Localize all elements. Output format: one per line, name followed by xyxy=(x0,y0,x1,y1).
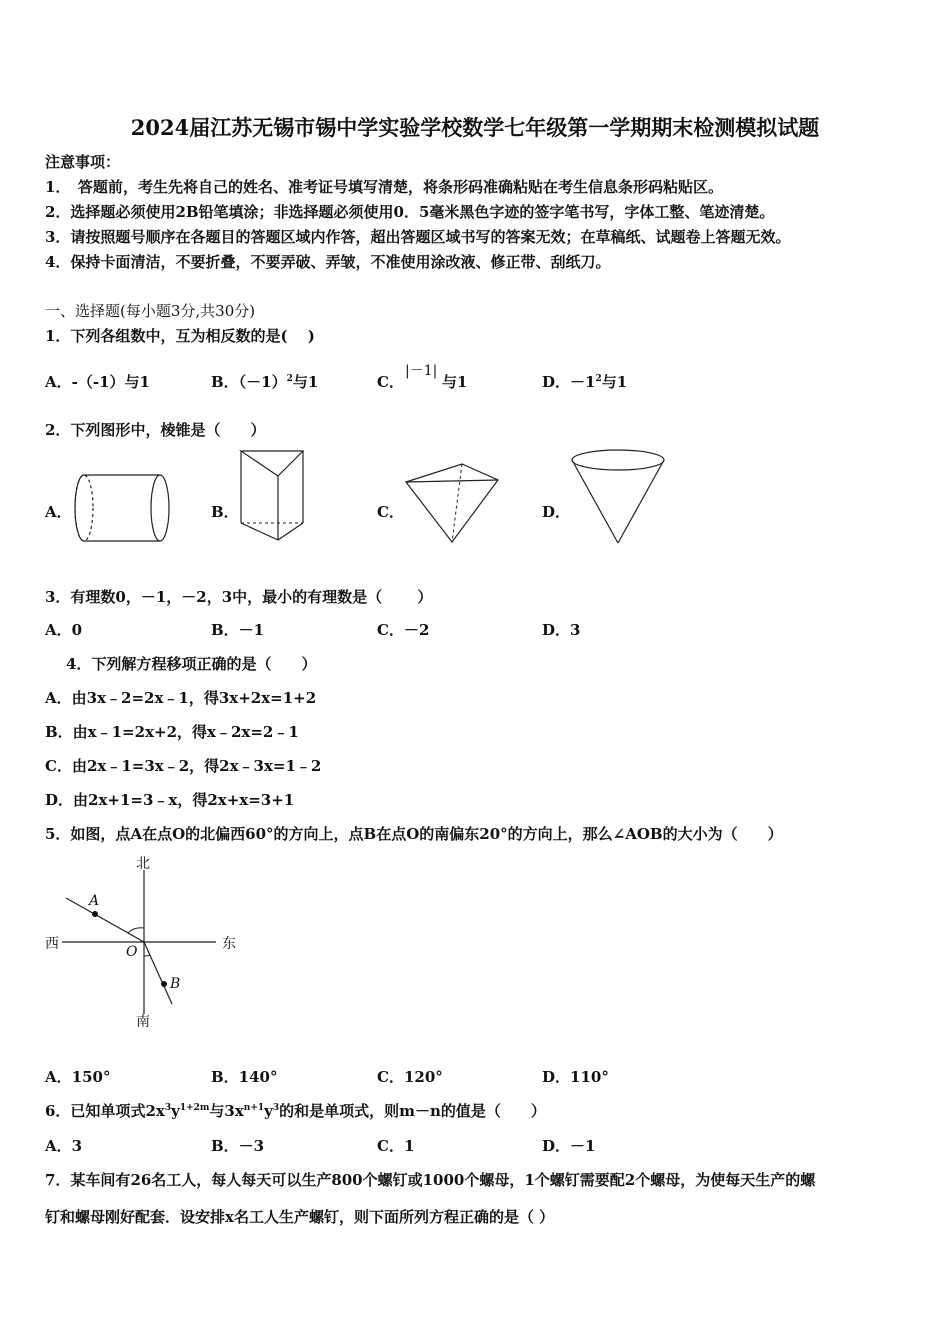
q2-stem: 2．下列图形中，棱锥是（ ） xyxy=(45,421,266,439)
q6-option-d: D．－1 xyxy=(542,1137,596,1155)
q4-option-c: C．由2x﹣1=3x﹣2，得2x﹣3x=1﹣2 xyxy=(45,757,322,775)
section-heading: 一、选择题(每小题3分,共30分) xyxy=(45,302,256,320)
pyramid-figure xyxy=(402,460,502,545)
q5-option-c: C．120° xyxy=(377,1068,443,1086)
q3-option-c: C．－2 xyxy=(377,621,430,639)
notes-heading: 注意事项： xyxy=(45,153,121,171)
note-item-2: 2．选择题必须使用2B铅笔填涂；非选择题必须使用0．5毫米黑色字迹的签字笔书写，字体工整、笔迹清楚。 xyxy=(45,203,775,221)
q5-option-d: D．110° xyxy=(542,1068,609,1086)
q5-option-a: A．150° xyxy=(45,1068,111,1086)
note-item-4: 4．保持卡面清洁，不要折叠，不要弄破、弄皱，不准使用涂改液、修正带、刮纸刀。 xyxy=(45,253,611,271)
label-north: 北 xyxy=(136,856,150,872)
q2-label-c: C． xyxy=(377,503,404,521)
q5-stem: 5．如图，点A在点O的北偏西60°的方向上，点B在点O的南偏东20°的方向上，那么∠AOB的大小为（ ） xyxy=(45,825,783,843)
q6-option-c: C．1 xyxy=(377,1137,415,1155)
q1-option-d: D．$-1^2$与1 xyxy=(542,373,628,391)
q2-label-b: B． xyxy=(211,503,239,521)
q4-option-d: D．由2x+1=3﹣x，得2x+x=3+1 xyxy=(45,791,295,809)
q6-stem: 6．已知单项式$2x^3y^{1+2m}$与$3x^{n+1}y^3$的和是单项式，则m－n的值是（ ） xyxy=(45,1102,546,1120)
q1-option-b: B．$(-1)^2$与1 xyxy=(211,373,319,391)
q1-stem: 1．下列各组数中，互为相反数的是( ) xyxy=(45,327,315,345)
cylinder-figure xyxy=(70,470,180,550)
q3-option-b: B．－1 xyxy=(211,621,265,639)
q5-option-b: B．140° xyxy=(211,1068,278,1086)
prism-figure xyxy=(238,448,308,543)
point-b xyxy=(161,981,167,987)
q3-option-a: A．0 xyxy=(45,621,83,639)
q1-option-c-abs: |－1| xyxy=(405,363,438,379)
q1-option-c-text: 与1 xyxy=(442,373,468,391)
q4-option-b: B．由x﹣1=2x+2，得x﹣2x=2﹣1 xyxy=(45,723,299,741)
label-o: O xyxy=(126,944,138,960)
q4-option-a: A．由3x﹣2=2x﹣1，得3x+2x=1+2 xyxy=(45,689,317,707)
note-item-1: 1． 答题前，考生先将自己的姓名、准考证号填写清楚，将条形码准确粘贴在考生信息条形码粘贴区。 xyxy=(45,178,723,196)
q4-stem: 4．下列解方程移项正确的是（ ） xyxy=(66,655,317,673)
q2-label-a: A． xyxy=(45,503,72,521)
point-a xyxy=(92,911,98,917)
label-east: 东 xyxy=(222,936,236,952)
label-south: 南 xyxy=(136,1014,150,1030)
q6-option-b: B．－3 xyxy=(211,1137,265,1155)
q3-stem: 3．有理数0，－1，－2，3中，最小的有理数是（ ） xyxy=(45,588,433,606)
q2-label-d: D． xyxy=(542,503,571,521)
label-west: 西 xyxy=(45,936,59,952)
label-b: B xyxy=(170,976,181,992)
q1-option-a: A．-（-1）与1 xyxy=(45,373,150,391)
q6-option-a: A．3 xyxy=(45,1137,83,1155)
label-a: A xyxy=(89,893,100,909)
note-item-3: 3．请按照题号顺序在各题目的答题区域内作答，超出答题区域书写的答案无效；在草稿纸、试题卷上答题无效。 xyxy=(45,228,791,246)
q1-option-c: C． xyxy=(377,373,404,391)
page-title: 2024届江苏无锡市锡中学实验学校数学七年级第一学期期末检测模拟试题 xyxy=(130,115,820,140)
q3-option-d: D．3 xyxy=(542,621,581,639)
q7-stem-line-1: 7．某车间有26名工人，每人每天可以生产800个螺钉或1000个螺母，1个螺钉需要配2个螺母，为使每天生产的螺 xyxy=(45,1171,816,1189)
q7-stem-line-2: 钉和螺母刚好配套．设安排x名工人生产螺钉，则下面所列方程正确的是（ ） xyxy=(45,1208,555,1226)
compass-figure xyxy=(40,852,250,1032)
cone-figure xyxy=(570,448,670,548)
